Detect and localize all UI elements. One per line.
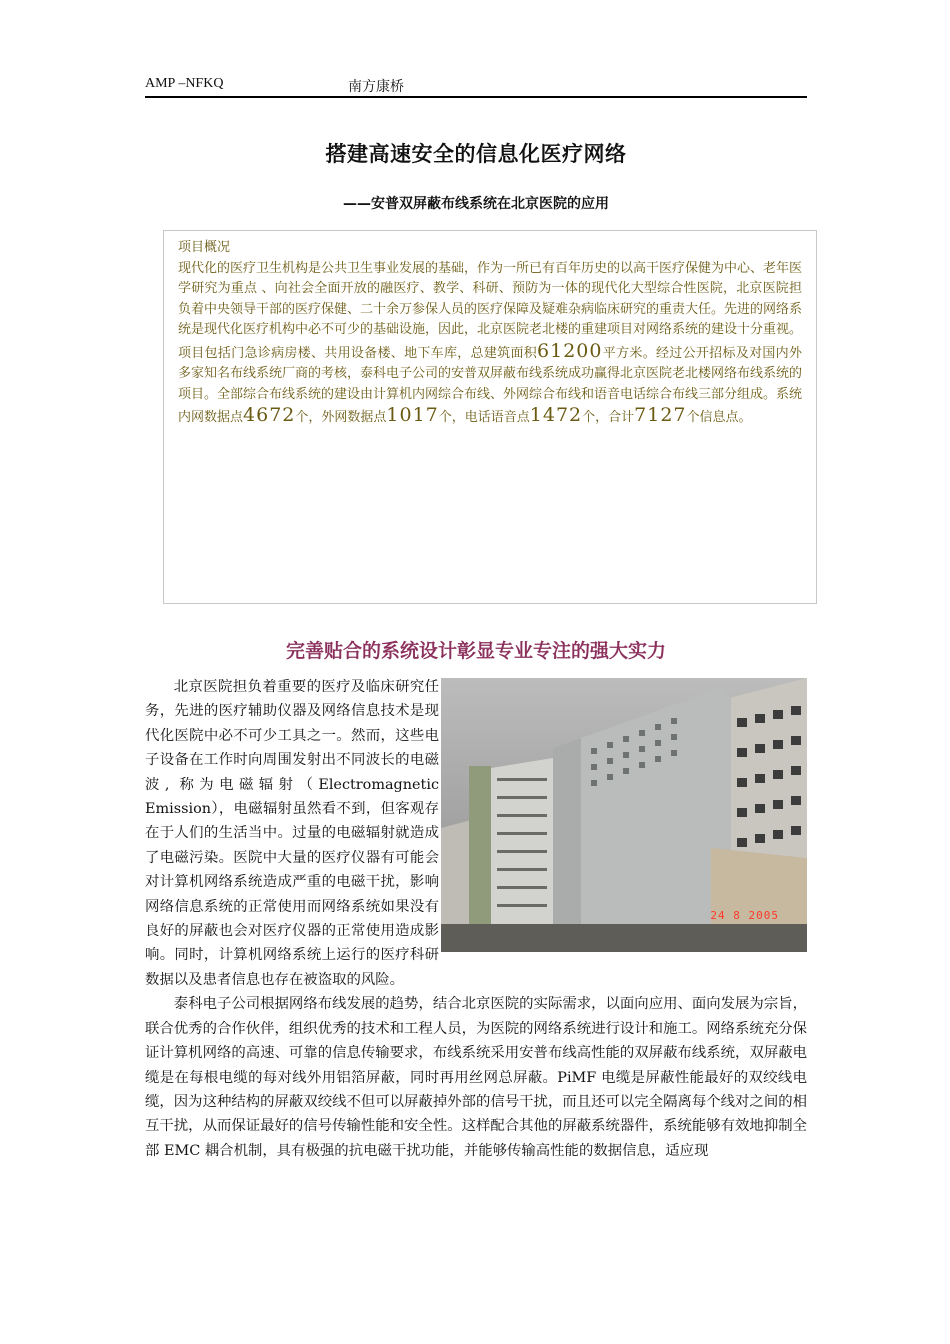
article-body <box>145 675 807 1163</box>
overview-text-part: 个，电话语音点 <box>438 410 530 425</box>
page-header <box>145 74 807 98</box>
overview-heading: 项目概况 <box>178 240 231 255</box>
body-paragraph: 泰科电子公司根据网络布线发展的趋势，结合北京医院的实际需求，以面向应用、面向发展为宗旨，联合优秀的合作伙伴，组织优秀的技术和工程人员，为医院的网络系统进行设计和施工。网络系统充分保证计算机网络的高速、可靠的信息传输要求，布线系统采用安普布线高性能的双屏蔽布线系统，双屏蔽电缆是在每根电缆的每对线外用铝箔屏蔽，同时再用丝网总屏蔽。PiMF 电缆是屏蔽性能最好的双绞线电缆，因为这种结构的屏蔽双绞线不但可以屏蔽掉外部的信号干扰，而且还可以完全隔离每个线对之间的相互干扰，从而保证最好的信号传输性能和安全性。这样配合其他的屏蔽系统器件，系统能够有效地抑制全部 EMC 耦合机制，具有极强的抗电磁干扰功能，并能够传输高性能的数据信息，适应现 <box>145 996 807 1159</box>
document-code: AMP –NFKQ <box>145 76 224 91</box>
project-overview-box <box>163 230 817 604</box>
overview-text <box>178 259 802 429</box>
voice-points-value: 1472 <box>529 404 583 426</box>
building-area-value: 61200 <box>537 339 603 362</box>
hospital-building-photo <box>441 678 807 952</box>
outer-network-points-value: 1017 <box>386 404 439 426</box>
overview-text-part: 平方米。经过公开招标及对国内外多家知名布线系统厂商的考核，泰科电子公司的安普双屏蔽布线系统成功赢得北京医院老北楼网络布线系统的项目。全部综合布线系统的建设由计算机内网综合布线、外网综合布线和语音电话综合布线三部分组成。系统内网数据点 <box>178 345 803 425</box>
inner-network-points-value: 4672 <box>243 404 296 426</box>
page-subtitle: ——安普双屏蔽布线系统在北京医院的应用 <box>343 196 609 212</box>
page-title: 搭建高速安全的信息化医疗网络 <box>325 142 627 166</box>
overview-text-part: 个，外网数据点 <box>295 410 387 425</box>
overview-text-part: 现代化的医疗卫生机构是公共卫生事业发展的基础，作为一所已有百年历史的以高干医疗保健为中心、老年医学研究为重点 、向社会全面开放的融医疗、教学、科研、预防为一体的现代化大型综合性医院，北京医院担负着中央领导干部的医疗保健、二十余万参保人员的医疗保障及疑难杂病临床研究的重责大任。先进的网络系统是现代化医疗机构中必不可少的基础设施，因此，北京医院老北楼的重建项目对网络系统的建设十分重视。项目包括门急诊病房楼、共用设备楼、地下车库，总建筑面积 <box>178 260 803 361</box>
section-title: 完善贴合的系统设计彰显专业专注的强大实力 <box>285 640 666 662</box>
body-paragraph: 北京医院担负着重要的医疗及临床研究任务，先进的医疗辅助仪器及网络信息技术是现代化医院中必不可少工具之一。然而，这些电子设备在工作时向周围发射出不同波长的电磁波, 称为电磁辐射（Electromagnetic Emission），电磁辐射虽然看不到，但客观存在于人们的生活当中。过量的电磁辐射就造成了电磁污染。医院中大量的医疗仪器有可能会对计算机网络系统造成严重的电磁干扰，影响网络信息系统的正常使用而网络系统如果没有良好的屏蔽也会对医疗仪器的正常使用造成影响。同时，计算机网络系统上运行的医疗科研数据以及患者信息也存在被盗取的风险。 <box>145 679 439 988</box>
overview-text-part: 个，合计 <box>582 410 635 425</box>
total-points-value: 7127 <box>634 404 687 426</box>
company-name: 南方康桥 <box>348 79 404 95</box>
photo-date-stamp: 24 8 2005 <box>710 908 779 922</box>
overview-text-part: 个信息点。 <box>686 410 752 425</box>
